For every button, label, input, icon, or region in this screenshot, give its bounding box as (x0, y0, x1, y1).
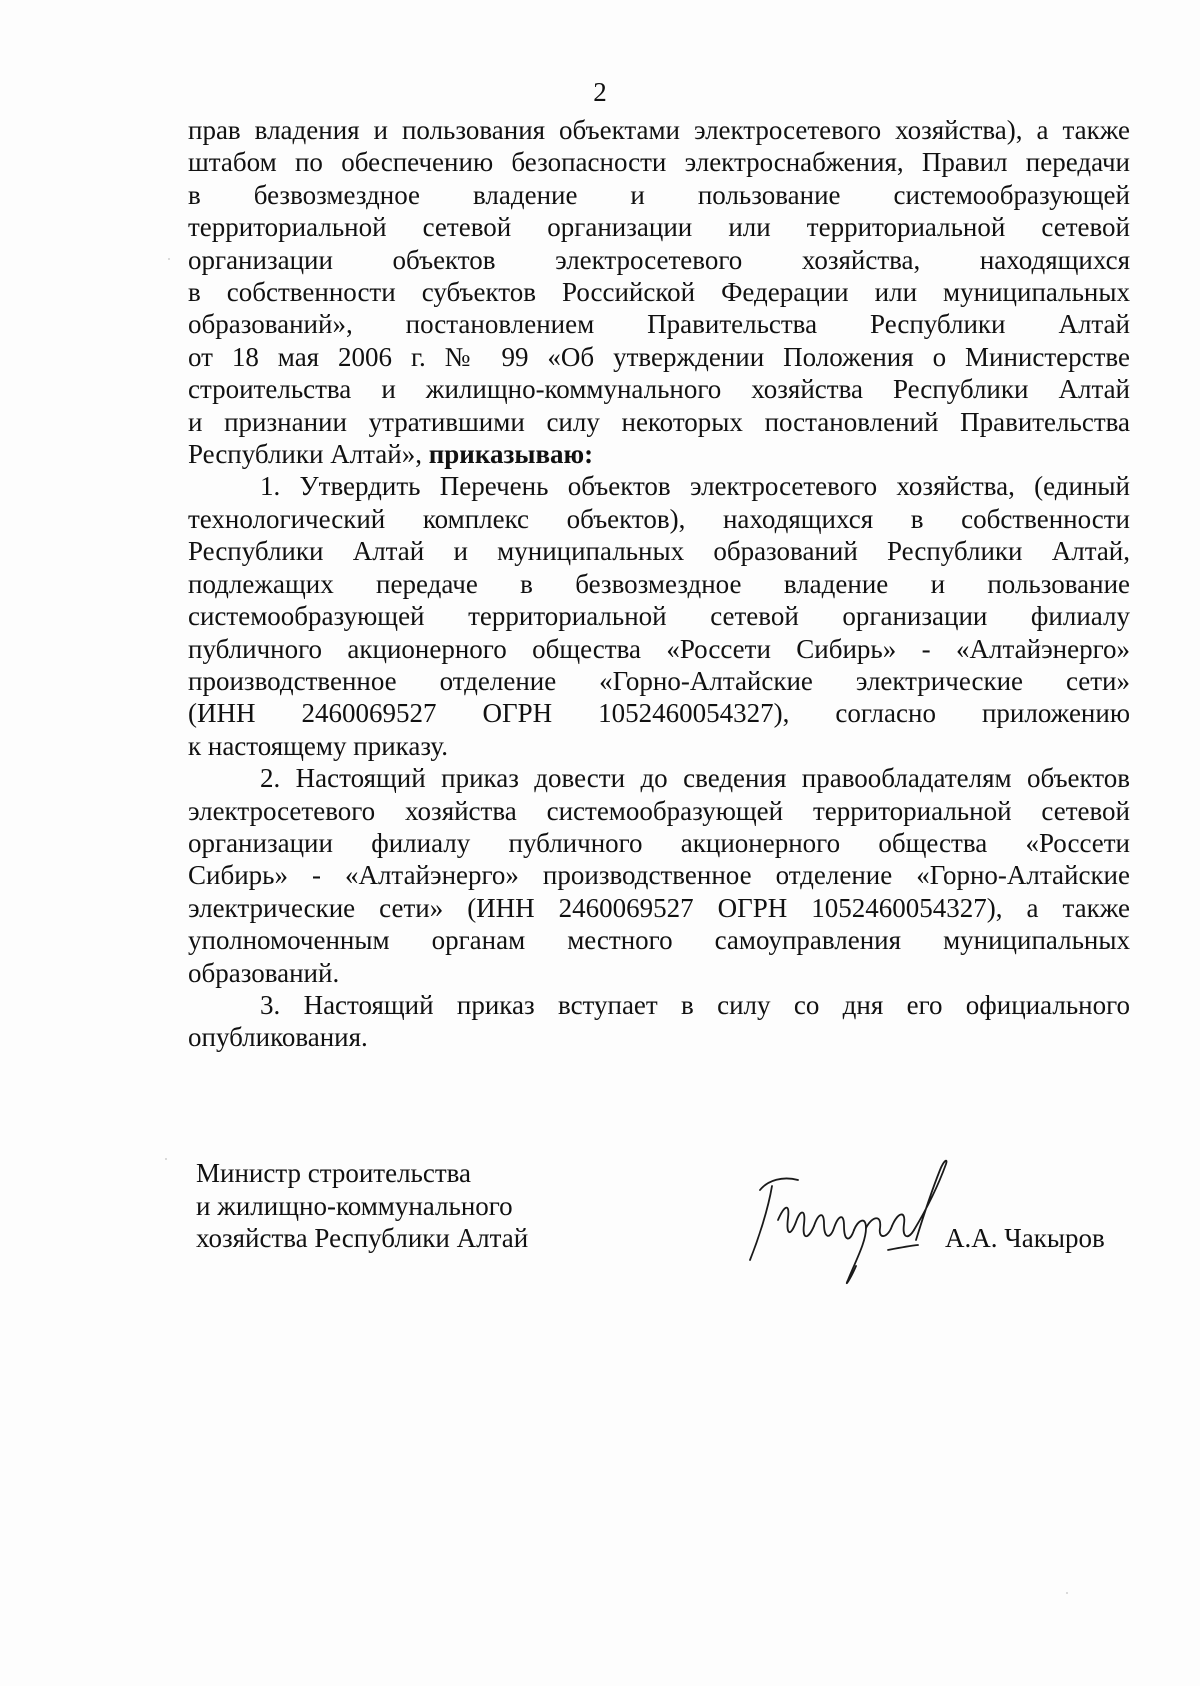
text-line: системообразующей территориальной сетевой организации филиалу (188, 601, 1130, 632)
text-line: в собственности субъектов Российской Федерации или муниципальных (188, 277, 1130, 308)
text-line: Республики Алтай и муниципальных образований Республики Алтай, (188, 536, 1130, 567)
text-line: уполномоченным органам местного самоуправления муниципальных (188, 925, 1130, 956)
text-fragment: Республики Алтай», (188, 439, 422, 470)
paragraph-preamble (188, 114, 1130, 470)
scan-speck (168, 258, 170, 260)
text-line: публичного акционерного общества «Россети Сибирь» - «Алтайэнерго» (188, 633, 1130, 664)
text-line: организации объектов электросетевого хозяйства, находящихся (188, 244, 1130, 275)
text-line: и признании утратившими силу некоторых постановлений Правительства (188, 406, 1130, 437)
scan-speck (165, 1158, 167, 1160)
text-line: Сибирь» - «Алтайэнерго» производственное отделение «Горно-Алтайские (188, 860, 1130, 891)
text-line: подлежащих передаче в безвозмездное владение и пользование (188, 568, 1130, 599)
scan-speck (1066, 1592, 1068, 1594)
handwritten-signature (738, 1150, 968, 1290)
text-line: технологический комплекс объектов), находящихся в собственности (188, 503, 1130, 534)
text-line: территориальной сетевой организации или территориальной сетевой (188, 212, 1130, 243)
text-line: электрические сети» (ИНН 2460069527 ОГРН 1052460054327), а также (188, 892, 1130, 923)
document-body (188, 114, 1130, 1054)
text-line: производственное отделение «Горно-Алтайские электрические сети» (188, 665, 1130, 696)
text-line: 1. Утвердить Перечень объектов электросетевого хозяйства, (единый (260, 471, 1130, 502)
text-line: 2. Настоящий приказ довести до сведения правообладателям объектов (260, 763, 1130, 794)
signatory-title-line: хозяйства Республики Алтай (196, 1223, 529, 1253)
order-item-1 (188, 470, 1130, 762)
text-line: строительства и жилищно-коммунального хозяйства Республики Алтай (188, 374, 1130, 405)
text-line: 3. Настоящий приказ вступает в силу со дня его официального (260, 989, 1130, 1020)
text-line: организации филиалу публичного акционерного общества «Россети (188, 827, 1130, 858)
text-line (188, 438, 1130, 470)
text-line: штабом по обеспечению безопасности электроснабжения, Правил передачи (188, 147, 1130, 178)
signatory-title-line: и жилищно-коммунального (196, 1190, 513, 1221)
text-line: от 18 мая 2006 г. № 99 «Об утверждении Положения о Министерстве (188, 341, 1130, 372)
text-line: прав владения и пользования объектами электросетевого хозяйства), а также (188, 115, 1130, 145)
signatory-title-line: Министр строительства (196, 1158, 472, 1188)
signatory-name: А.А. Чакыров (945, 1223, 1105, 1253)
text-line: электросетевого хозяйства системообразующей территориальной сетевой (188, 795, 1130, 826)
text-line: опубликования. (188, 1022, 368, 1053)
text-line: к настоящему приказу. (188, 730, 448, 761)
text-line: образований. (188, 957, 340, 988)
order-item-2 (188, 762, 1130, 989)
order-word: приказываю: (428, 439, 594, 470)
page-number: 2 (593, 77, 607, 107)
text-line: образований», постановлением Правительства Республики Алтай (188, 309, 1130, 340)
order-item-3 (188, 989, 1130, 1054)
text-line: (ИНН 2460069527 ОГРН 1052460054327), согласно приложению (188, 698, 1130, 729)
text-line: в безвозмездное владение и пользование системообразующей (188, 179, 1130, 210)
signatory-title (196, 1157, 616, 1255)
